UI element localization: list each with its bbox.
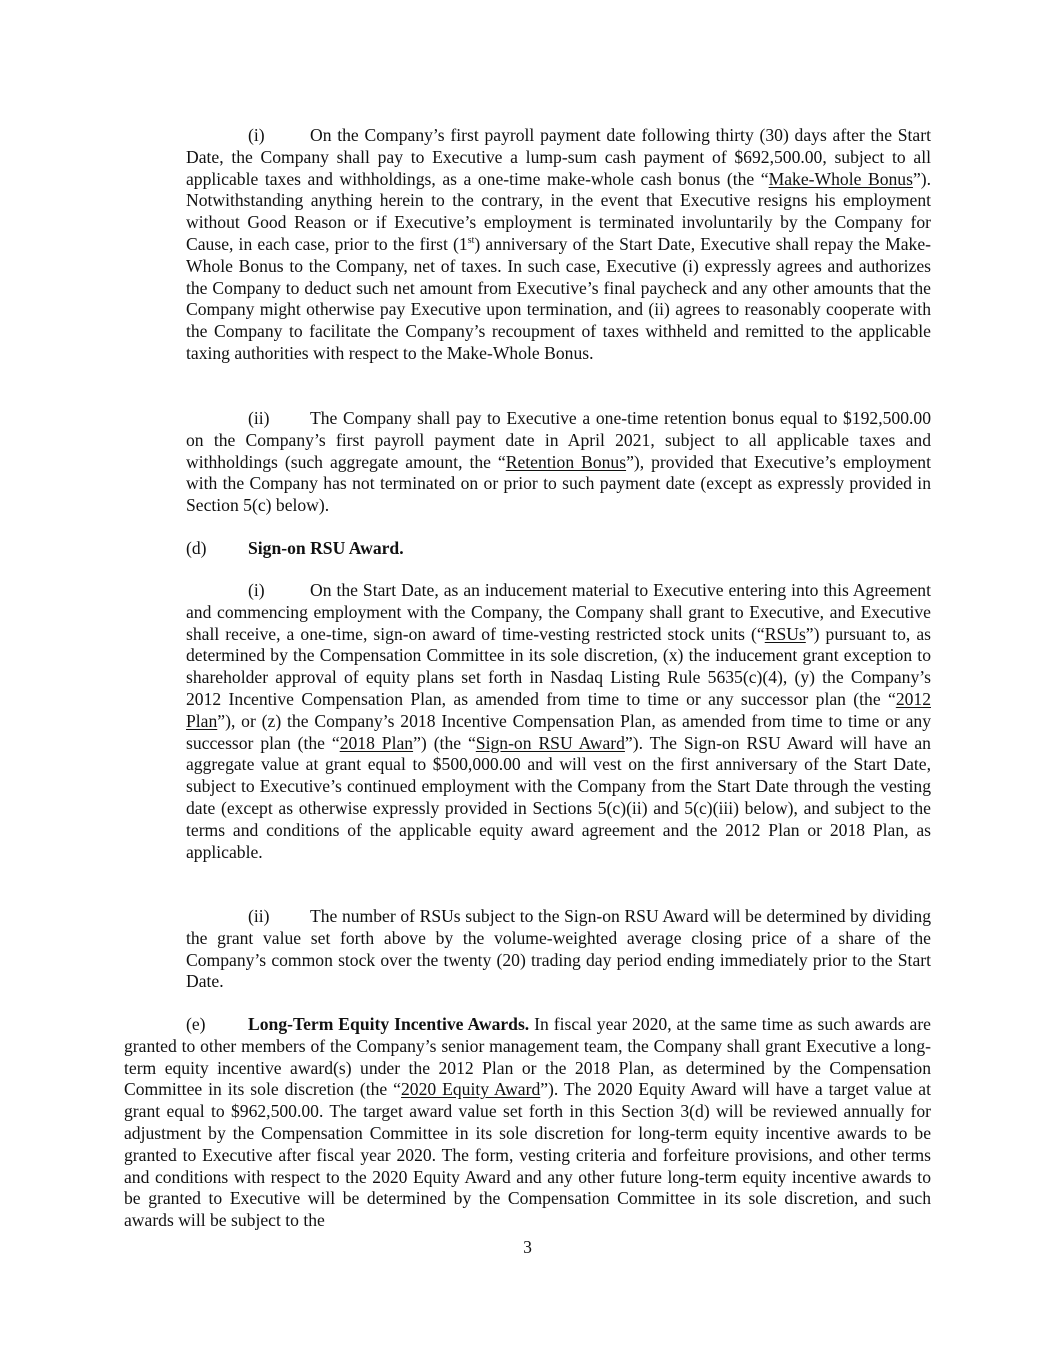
defined-term: Sign-on RSU Award [475,732,625,753]
clause-label: (ii) [248,408,270,428]
clause-label: (i) [248,125,265,145]
paragraph-d-ii: (ii) The number of RSUs subject to the Sign-on RSU Award will be determined by dividing the grant value set forth above by the volume-weighted average closing price of a share of the Company’s common stock over the twenty (20) trading day period ending immediately prior to the Start Date. [186,906,931,992]
paragraph-d-i: (i) On the Start Date, as an inducement material to Executive entering into this Agreement and commencing employment with the Company, the Company shall grant to Executive, and Executive shall receive, a one-time, sign-on award of time-vesting restricted stock units (“RSUs”) pursuant to, as determined by the Compensation Committee in its sole discretion, (x) the inducement grant exception to shareholder approval of equity plans set forth in Nasdaq Listing Rule 5635(c)(4), (y) the Company’s 2012 Incentive Compensation Plan, as amended from time to time or any successor plan (the “2012 Plan”), or (z) the Company’s 2018 Incentive Compensation Plan, as amended from time to time or any successor plan (the “2018 Plan”) (the “Sign-on RSU Award”). The Sign-on RSU Award will have an aggregate value at grant equal to $500,000.00 and will vest on the first anniversary of the Start Date, subject to Executive’s continued employment with the Company from the Start Date through the vesting date (except as otherwise expressly provided in Sections 5(c)(ii) and 5(c)(iii) below), and subject to the terms and conditions of the applicable equity award agreement and the 2012 Plan or 2018 Plan, as applicable. [186,580,931,862]
defined-term: 2018 Plan [339,732,414,753]
heading-text: Long-Term Equity Incentive Awards. [248,1014,530,1034]
paragraph-c-i: (i) On the Company’s first payroll payment date following thirty (30) days after the Start Date, the Company shall pay to Executive a lump-sum cash payment of $692,500.00, subject to all applicable taxes and withholdings, as a one-time make-whole cash bonus (the “Make-Whole Bonus”). Notwithstanding anything herein to the contrary, in the event that Executive resigns his employment without Good Reason or if Executive’s employment is terminated involuntarily by the Company for Cause, in each case, prior to the first (1st) anniversary of the Start Date, Executive shall repay the Make-Whole Bonus to the Company, net of taxes. In such case, Executive (i) expressly agrees and authorizes the Company to deduct such net amount from Executive’s final paycheck and any other amounts that the Company might otherwise pay Executive upon termination, and (ii) agrees to reasonably cooperate with the Company to facilitate the Company’s recoupment of taxes withheld and remitted to the applicable taxing authorities with respect to the Make-Whole Bonus. [186,125,932,363]
heading-text: Sign-on RSU Award. [248,538,404,558]
defined-term: RSUs [764,623,806,644]
clause-label: (d) [186,538,207,558]
paragraph-c-ii: (ii) The Company shall pay to Executive a one-time retention bonus equal to $192,500.00 on the Company’s first payroll payment date in April 2021, subject to all applicable taxes and withholdings (such aggregate amount, the “Retention Bonus”), provided that Executive’s employment with the Company has not terminated on or prior to such payment date (except as expressly provided in Section 5(c) below). [186,408,931,516]
clause-label: (ii) [248,906,270,926]
defined-term: 2020 Equity Award [400,1079,541,1100]
paragraph-e: (e) Long-Term Equity Incentive Awards. In fiscal year 2020, at the same time as such awards are granted to other members of the Company’s senior management team, the Company shall grant Executive a long-term equity incentive award(s) under the 2012 Plan or the 2018 Plan, as determined by the Compensation Committee in its sole discretion (the “2020 Equity Award”). The 2020 Equity Award will have a target value at grant equal to $962,500.00. The target award value set forth in this Section 3(d) will be reviewed annually for adjustment by the Compensation Committee in its sole discretion for long-term equity incentive awards to be granted to Executive after fiscal year 2020. The form, vesting criteria and forfeiture provisions, and other terms and conditions with respect to the 2020 Equity Award and any other future long-term equity incentive awards to be granted to Executive will be determined by the Compensation Committee in its sole discretion, and such awards will be subject to the [124,1014,932,1231]
clause-label: (e) [186,1014,206,1034]
defined-term: 2012 Plan [186,688,931,731]
clause-label: (i) [248,580,265,600]
page-number: 3 [523,1237,532,1257]
defined-term: Retention Bonus [505,451,627,472]
defined-term: Make-Whole Bonus [768,168,913,189]
section-heading-d [186,538,931,560]
